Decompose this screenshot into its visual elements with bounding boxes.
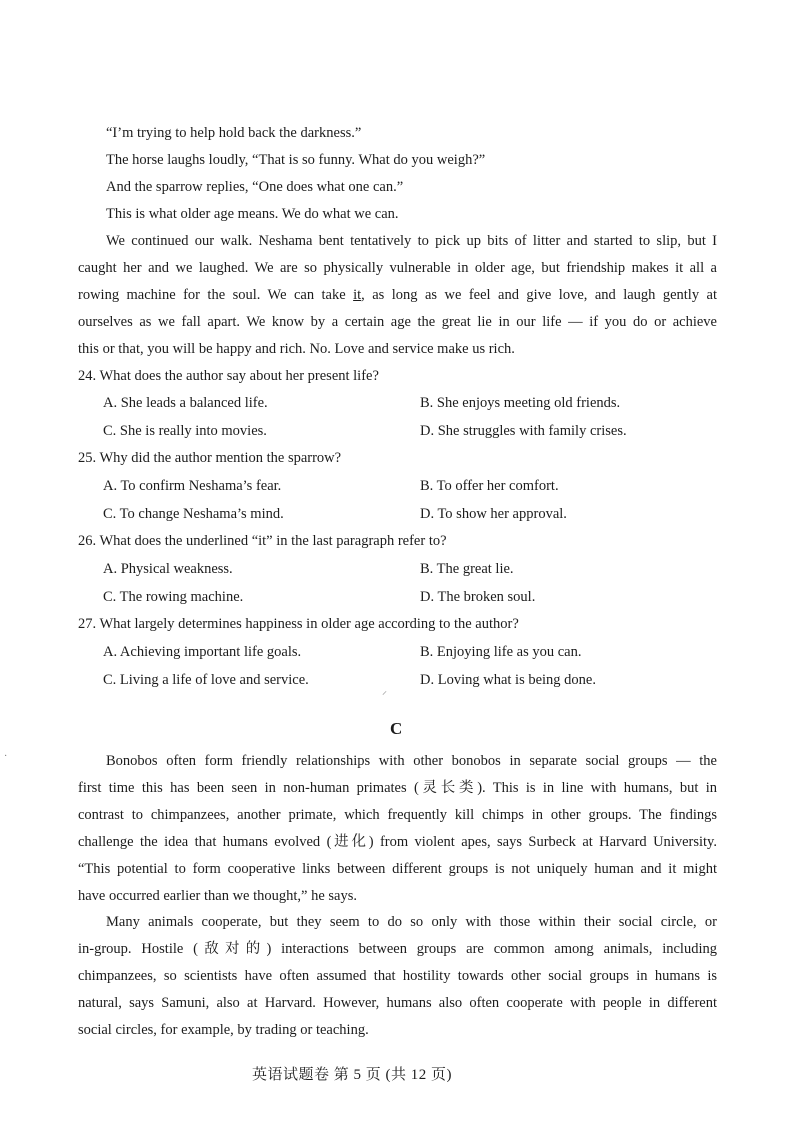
option-c: C. To change Neshama’s mind. — [103, 506, 284, 522]
option-d: D. To show her approval. — [420, 506, 567, 522]
scan-speck: ⸝ — [382, 686, 387, 697]
question-stem: 27. What largely determines happiness in older age according to the author? — [78, 616, 519, 632]
paragraph-line: contrast to chimpanzees, another primate, which frequently kill chimps in other groups. The findings — [78, 807, 717, 823]
paragraph-line: Bonobos often form friendly relationships with other bonobos in separate social groups — the — [106, 753, 717, 769]
paragraph-line: challenge the idea that humans evolved (进化) from violent apes, says Surbeck at Harvard University. — [78, 834, 717, 850]
paragraph-line: ourselves as we fall apart. We know by a certain age the great lie in our life — if you do or achieve — [78, 314, 717, 330]
paragraph-line: “This potential to form cooperative links between different groups is not uniquely human and it might — [78, 861, 717, 877]
question-stem: 26. What does the underlined “it” in the last paragraph refer to? — [78, 533, 447, 549]
option-b: B. To offer her comfort. — [420, 478, 559, 494]
option-c: C. She is really into movies. — [103, 423, 267, 439]
dialogue-line: The horse laughs loudly, “That is so funny. What do you weigh?” — [106, 152, 486, 168]
paragraph-line: this or that, you will be happy and rich. No. Love and service make us rich. — [78, 341, 515, 357]
dialogue-line: And the sparrow replies, “One does what one can.” — [106, 179, 404, 195]
option-a: A. She leads a balanced life. — [103, 395, 268, 411]
question-stem: 24. What does the author say about her present life? — [78, 368, 379, 384]
paragraph-line: first time this has been seen in non-human primates (灵长类). This is in line with humans, but in — [78, 780, 717, 796]
option-a: A. Achieving important life goals. — [103, 644, 302, 660]
scan-speck: · — [4, 751, 8, 762]
paragraph-line — [78, 286, 717, 304]
option-c: C. Living a life of love and service. — [103, 672, 309, 688]
question-stem: 25. Why did the author mention the sparrow? — [78, 450, 342, 466]
paragraph-line: have occurred earlier than we thought,” he says. — [78, 888, 358, 904]
option-c: C. The rowing machine. — [103, 589, 244, 605]
paragraph-line: Many animals cooperate, but they seem to do so only with those within their social circle, or — [106, 914, 717, 930]
paragraph-line: natural, says Samuni, also at Harvard. However, humans also often cooperate with people in different — [78, 995, 717, 1011]
paragraph-line: We continued our walk. Neshama bent tentatively to pick up bits of litter and started to slip, but I — [106, 233, 717, 249]
paragraph-line: caught her and we laughed. We are so physically vulnerable in older age, but friendship makes it all a — [78, 260, 717, 276]
section-title: C — [390, 719, 403, 738]
paragraph-text: rowing machine for the soul. We can take — [78, 287, 354, 303]
dialogue-line: This is what older age means. We do what we can. — [106, 206, 399, 222]
option-a: A. Physical weakness. — [103, 561, 233, 577]
option-d: D. The broken soul. — [420, 589, 536, 605]
dialogue-line: “I’m trying to help hold back the darkness.” — [106, 125, 362, 141]
option-b: B. The great lie. — [420, 561, 514, 577]
paragraph-text: , as long as we feel and give love, and laugh gently at — [361, 287, 717, 303]
option-b: B. Enjoying life as you can. — [420, 644, 582, 660]
option-d: D. Loving what is being done. — [420, 672, 596, 688]
page-footer: 英语试题卷 第 5 页 (共 12 页) — [252, 1067, 452, 1083]
option-d: D. She struggles with family crises. — [420, 423, 627, 439]
underlined-it: it — [353, 287, 362, 303]
paragraph-line: in-group. Hostile (敌对的) interactions between groups are common among animals, including — [78, 941, 717, 957]
paragraph-line: social circles, for example, by trading or teaching. — [78, 1022, 369, 1038]
paragraph-line: chimpanzees, so scientists have often assumed that hostility towards other social groups in humans is — [78, 968, 717, 984]
option-b: B. She enjoys meeting old friends. — [420, 395, 621, 411]
option-a: A. To confirm Neshama’s fear. — [103, 478, 282, 494]
